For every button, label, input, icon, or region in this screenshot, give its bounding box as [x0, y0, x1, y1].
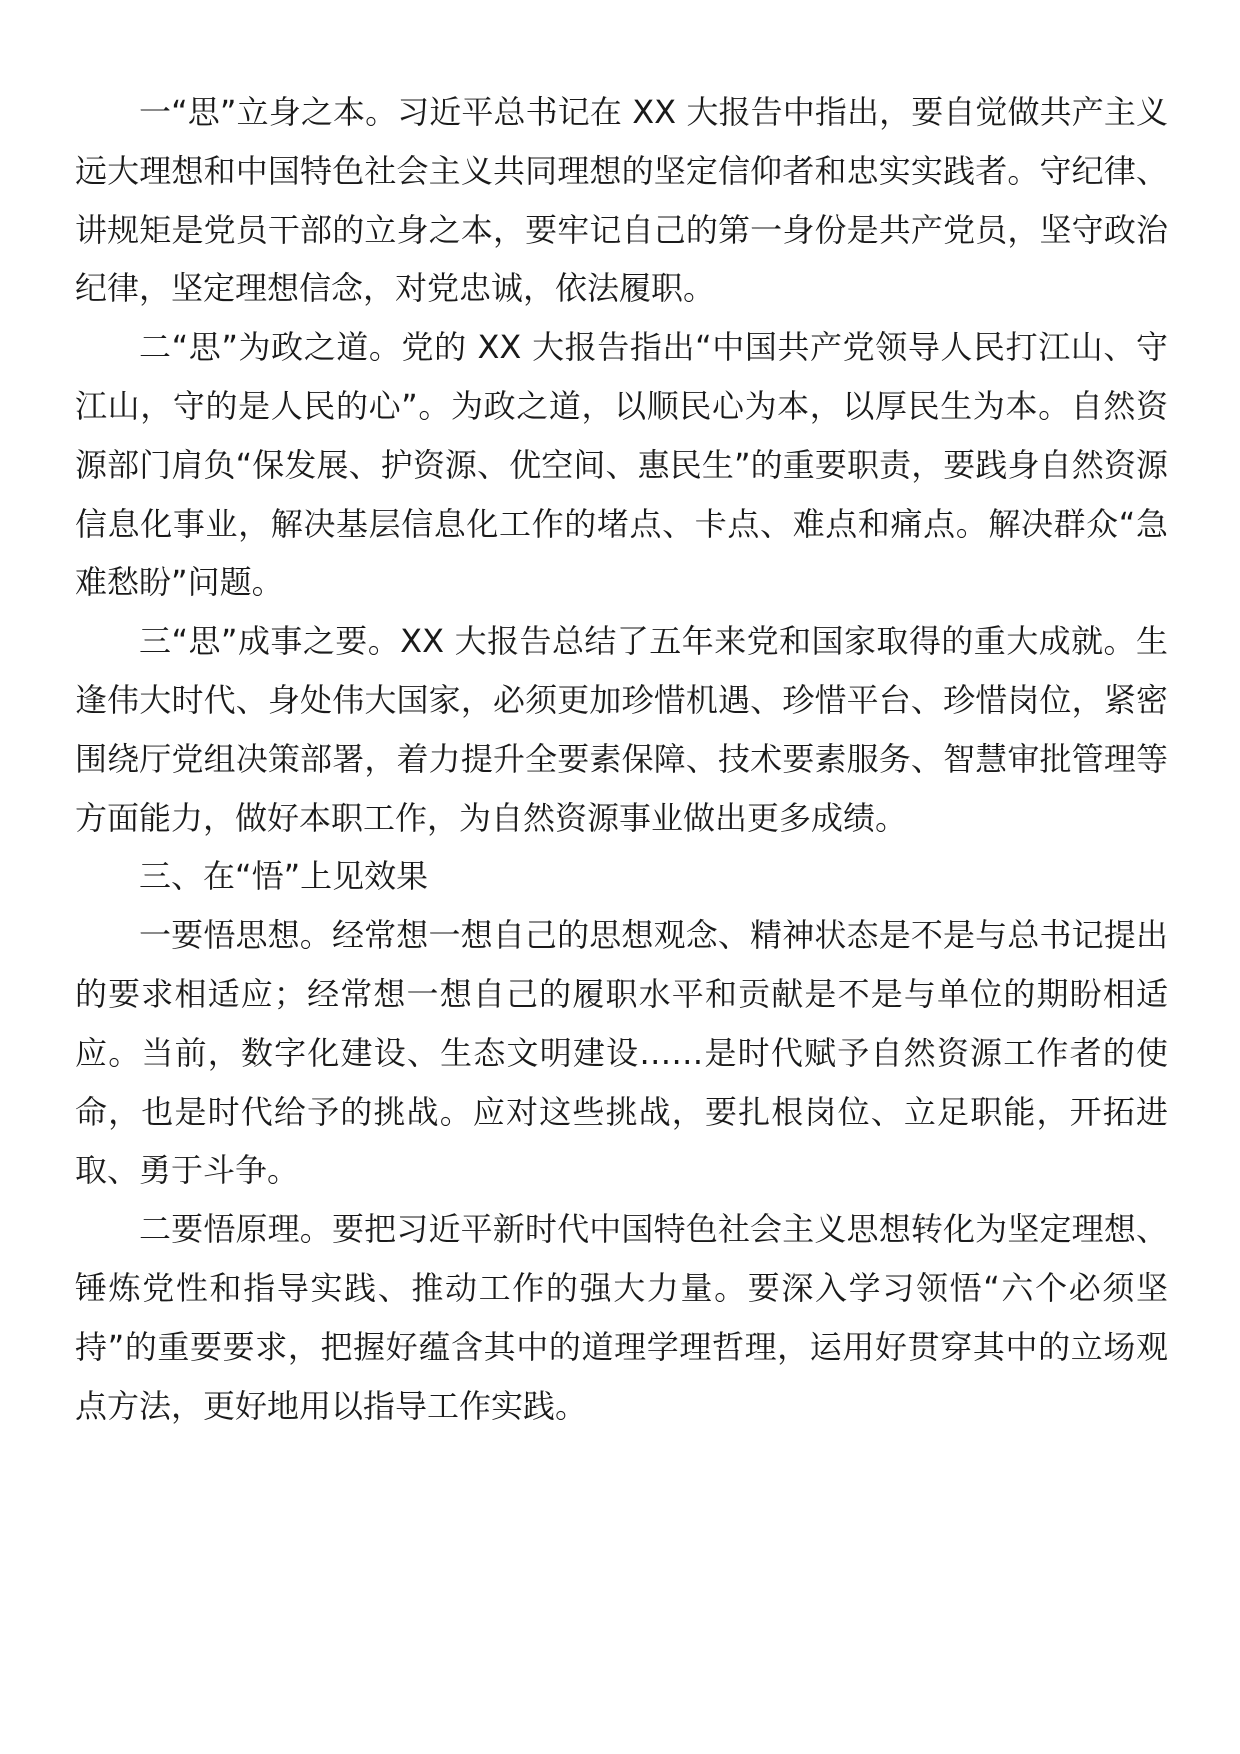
- paragraph-wu-sixiang: 一要悟思想。经常想一想自己的思想观念、精神状态是不是与总书记提出的要求相适应；经常想一想自己的履职水平和贡献是不是与单位的期盼相适应。当前，数字化建设、生态文明建设……是时代赋予自然资源工作者的使命，也是时代给予的挑战。应对这些挑战，要扎根岗位、立足职能，开拓进取、勇于斗争。: [75, 916, 1168, 1190]
- section-heading-wu: 三、在“悟”上见效果: [139, 857, 429, 896]
- paragraph-wu-yuanli: 二要悟原理。要把习近平新时代中国特色社会主义思想转化为坚定理想、锤炼党性和指导实践、推动工作的强大力量。要深入学习领悟“六个必须坚持”的重要要求，把握好蕴含其中的道理学理哲理，运用好贯穿其中的立场观点方法，更好地用以指导工作实践。: [75, 1210, 1168, 1425]
- paragraph-yi-si: 一“思”立身之本。习近平总书记在 XX 大报告中指出，要自觉做共产主义远大理想和中国特色社会主义共同理想的坚定信仰者和忠实实践者。守纪律、讲规矩是党员干部的立身之本，要牢记自己的第一身份是共产党员，坚守政治纪律，坚定理想信念，对党忠诚，依法履职。: [75, 93, 1168, 308]
- paragraph-san-si: 三“思”成事之要。XX 大报告总结了五年来党和国家取得的重大成就。生逢伟大时代、身处伟大国家，必须更加珍惜机遇、珍惜平台、珍惜岗位，紧密围绕厅党组决策部署，着力提升全要素保障、技术要素服务、智慧审批管理等方面能力，做好本职工作，为自然资源事业做出更多成绩。: [75, 622, 1168, 837]
- paragraph-er-si: 二“思”为政之道。党的 XX 大报告指出“中国共产党领导人民打江山、守江山，守的是人民的心”。为政之道，以顺民心为本，以厚民生为本。自然资源部门肩负“保发展、护资源、优空间、惠民生”的重要职责，要践身自然资源信息化事业，解决基层信息化工作的堵点、卡点、难点和痛点。解决群众“急难愁盼”问题。: [75, 328, 1168, 602]
